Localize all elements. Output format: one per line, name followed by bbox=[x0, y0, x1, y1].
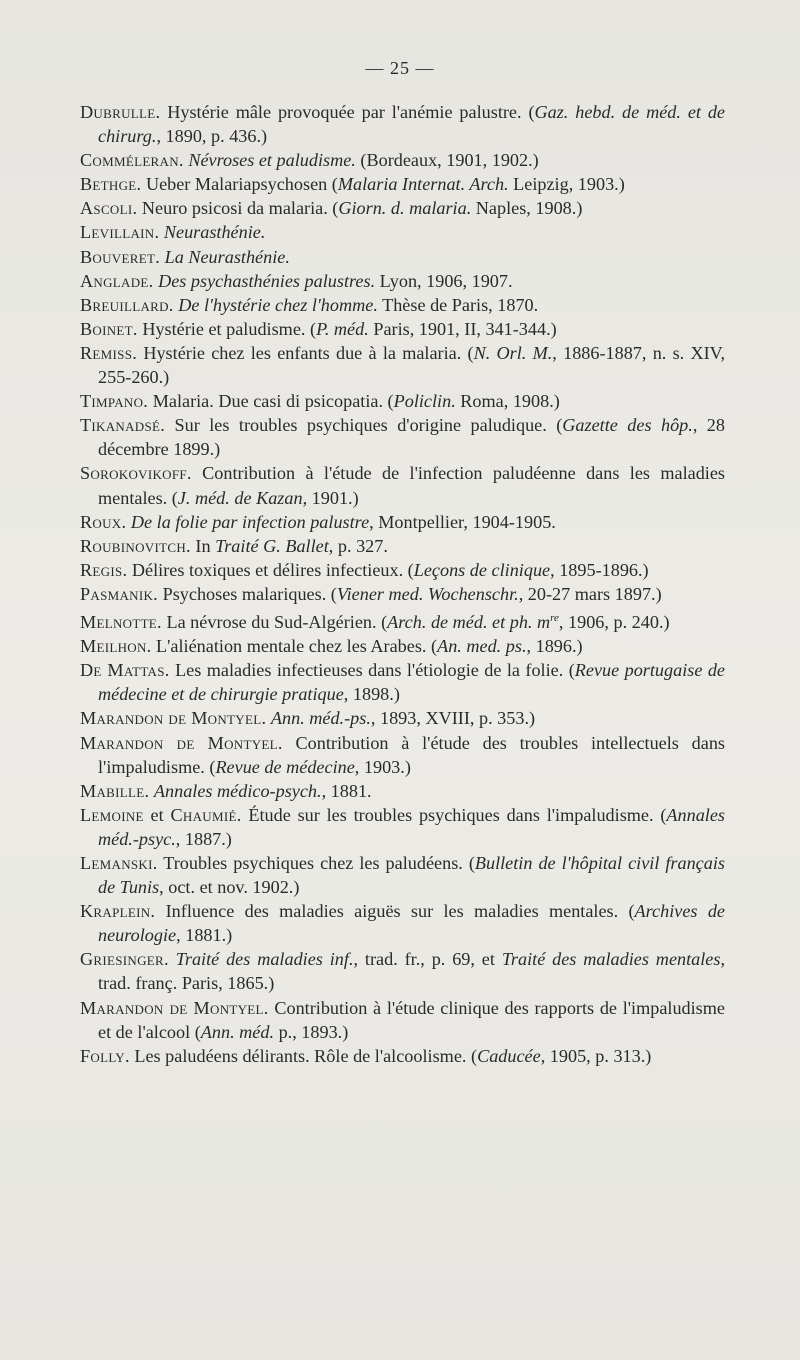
reference-title: Névroses et paludisme. bbox=[188, 150, 356, 171]
reference-title: Giorn. d. malaria. bbox=[338, 198, 472, 219]
reference-author: Meilhon. bbox=[80, 636, 152, 657]
reference-text: Influence des maladies aiguës sur les maladies mentales. ( bbox=[155, 901, 635, 922]
reference-text: Hystérie et paludisme. ( bbox=[137, 318, 317, 339]
reference-text: , 1906, p. 240.) bbox=[558, 612, 670, 633]
reference-title: Annales médico-psych. bbox=[153, 780, 322, 801]
reference-text: , 1905, p. 313.) bbox=[540, 1045, 652, 1066]
reference-text: , p. 327. bbox=[328, 535, 388, 556]
reference-title: La Neurasthénie. bbox=[164, 246, 290, 267]
reference-author: Anglade. bbox=[80, 270, 154, 291]
reference-title: Arch. de méd. et ph. m bbox=[387, 612, 551, 633]
reference-author: Melnotte. bbox=[80, 612, 162, 633]
reference-text: , 1895-1896.) bbox=[550, 559, 649, 580]
reference-author: Roubinovitch. bbox=[80, 535, 191, 556]
reference-author: Lemanski. bbox=[80, 852, 158, 873]
reference-text: , 20-27 mars 1897.) bbox=[518, 583, 662, 604]
reference-title: Gaz. hebd. de méd. et de chirurg. bbox=[98, 102, 725, 147]
reference-author: Levillain. bbox=[80, 222, 160, 243]
reference-text: , 1886-1887, n. s. XIV, 255-260.) bbox=[98, 342, 725, 388]
reference-author: Folly. bbox=[80, 1045, 130, 1066]
reference-author: Comméleran. bbox=[80, 150, 184, 171]
reference-entry bbox=[80, 413, 725, 461]
reference-title: De l'hystérie chez l'homme. bbox=[178, 294, 378, 315]
reference-title: Revue portugaise de médecine et de chirurgie pratique bbox=[98, 660, 726, 705]
reference-title: Archives de neurologie bbox=[98, 901, 725, 946]
reference-author: Dubrulle. bbox=[80, 102, 161, 122]
reference-text: La névrose du Sud-Algérien. ( bbox=[161, 612, 388, 633]
reference-title: Annales méd.-psyc. bbox=[98, 804, 725, 849]
reference-entry bbox=[80, 389, 725, 413]
reference-title: Traité des maladies inf. bbox=[175, 949, 354, 970]
reference-entry bbox=[80, 317, 725, 341]
reference-title: Leçons de clinique bbox=[413, 559, 551, 580]
reference-text: Naples, 1908.) bbox=[471, 198, 583, 219]
reference-entry bbox=[80, 779, 725, 803]
reference-text: Les maladies infectieuses dans l'étiologie de la folie. ( bbox=[169, 660, 575, 681]
reference-text: Contribution à l'étude clinique des rapports de l'impaludisme et de l'alcool ( bbox=[98, 997, 725, 1042]
reference-entry bbox=[80, 269, 725, 293]
reference-text: , 1901.) bbox=[302, 487, 359, 508]
reference-text: , 1881. bbox=[321, 780, 372, 801]
reference-author: Marandon de Montyel. bbox=[80, 708, 267, 729]
reference-list bbox=[80, 100, 725, 1068]
reference-text: , 1887.) bbox=[175, 828, 232, 849]
reference-text: Psychoses malariques. ( bbox=[158, 583, 337, 604]
reference-title: Ann. méd. bbox=[200, 1021, 275, 1042]
reference-text: In bbox=[190, 535, 216, 556]
reference-author: Ascoli. bbox=[80, 198, 138, 219]
reference-text: Contribution à l'étude des troubles intellectuels dans l'impaludisme. ( bbox=[98, 732, 725, 777]
reference-text: , 1898.) bbox=[343, 684, 400, 705]
reference-entry bbox=[80, 658, 725, 706]
reference-entry bbox=[80, 558, 725, 582]
reference-entry bbox=[80, 220, 725, 244]
reference-author: Marandon de Montyel. bbox=[80, 997, 269, 1018]
reference-text: , 1893, XVIII, p. 353.) bbox=[370, 708, 536, 729]
reference-text: , 1903.) bbox=[354, 756, 411, 777]
reference-title: Bulletin de l'hôpital civil français de Tunis bbox=[98, 852, 725, 898]
reference-title: Revue de médecine bbox=[215, 756, 355, 777]
reference-author: Sorokovikoff. bbox=[80, 463, 192, 484]
reference-author: Timpano. bbox=[80, 391, 149, 412]
reference-author: Marandon de Montyel. bbox=[80, 732, 283, 753]
reference-entry bbox=[80, 293, 725, 317]
reference-text: Délires toxiques et délires infectieux. ( bbox=[127, 559, 414, 580]
reference-title: Viener med. Wochenschr. bbox=[336, 583, 519, 604]
reference-text: , Montpellier, 1904-1905. bbox=[369, 511, 556, 532]
reference-text: Leipzig, 1903.) bbox=[508, 174, 625, 195]
reference-entry bbox=[80, 534, 725, 558]
reference-author: Regis. bbox=[80, 559, 128, 580]
reference-entry bbox=[80, 582, 725, 606]
reference-author: Chaumié. bbox=[170, 804, 242, 825]
reference-entry bbox=[80, 731, 725, 779]
reference-author: Pasmanik. bbox=[80, 583, 159, 604]
reference-entry bbox=[80, 148, 725, 172]
reference-entry bbox=[80, 245, 725, 269]
reference-entry bbox=[80, 606, 725, 634]
reference-title: Neurasthénie. bbox=[163, 222, 266, 243]
reference-text: , 1896.) bbox=[526, 636, 583, 657]
reference-entry bbox=[80, 341, 725, 389]
reference-text: Roma, 1908.) bbox=[455, 391, 560, 412]
reference-text: , trad. fr., p. 69, et bbox=[353, 949, 502, 970]
reference-title: An. med. ps. bbox=[437, 636, 527, 657]
reference-text: , 1881.) bbox=[176, 925, 233, 946]
reference-entry bbox=[80, 100, 725, 148]
reference-entry bbox=[80, 851, 725, 899]
reference-title: Gazette des hôp. bbox=[562, 415, 693, 436]
reference-text: (Bordeaux, 1901, 1902.) bbox=[355, 150, 539, 171]
reference-author: Remiss. bbox=[80, 342, 138, 363]
reference-title: Policlin. bbox=[393, 391, 456, 412]
reference-author: Boinet. bbox=[80, 318, 138, 339]
reference-text: , 1890, p. 436.) bbox=[156, 126, 268, 147]
page-number: — 25 — bbox=[365, 58, 435, 78]
reference-title: Malaria Internat. Arch. bbox=[337, 174, 509, 195]
reference-entry bbox=[80, 1044, 725, 1068]
reference-title: P. méd. bbox=[316, 318, 369, 339]
reference-author: Mabille. bbox=[80, 780, 150, 801]
reference-entry bbox=[80, 634, 725, 658]
reference-entry bbox=[80, 899, 725, 947]
reference-entry bbox=[80, 803, 725, 851]
reference-author: Lemoine bbox=[80, 804, 144, 825]
reference-title: Traité des maladies mentales bbox=[501, 949, 721, 970]
reference-entry bbox=[80, 172, 725, 196]
reference-title: Traité G. Ballet bbox=[215, 535, 329, 556]
reference-title: De la folie par infection palustre bbox=[130, 511, 370, 532]
reference-text: p., 1893.) bbox=[274, 1021, 349, 1042]
reference-text bbox=[169, 949, 176, 969]
reference-title: Caducée bbox=[477, 1045, 541, 1066]
reference-author: Breuillard. bbox=[80, 294, 174, 315]
reference-entry bbox=[80, 996, 725, 1044]
reference-author: Griesinger. bbox=[80, 949, 169, 970]
reference-text: Sur les troubles psychiques d'origine paludique. ( bbox=[165, 415, 563, 436]
reference-author: Bethge. bbox=[80, 174, 142, 195]
reference-text: Neuro psicosi da malaria. ( bbox=[137, 198, 339, 219]
reference-text: Troubles psychiques chez les paludéens. ( bbox=[157, 852, 475, 873]
reference-text: Étude sur les troubles psychiques dans l'impaludisme. ( bbox=[241, 804, 667, 825]
reference-text: , oct. et nov. 1902.) bbox=[159, 877, 300, 898]
reference-entry bbox=[80, 706, 725, 730]
reference-title: Ann. méd.-ps. bbox=[270, 708, 371, 729]
reference-author: Tikanadsé. bbox=[80, 415, 166, 436]
reference-text: Ueber Malariapsychosen ( bbox=[141, 174, 338, 195]
reference-title: N. Orl. M. bbox=[473, 342, 553, 363]
reference-entry bbox=[80, 461, 725, 509]
reference-text: Malaria. Due casi di psicopatia. ( bbox=[148, 391, 394, 412]
reference-title: Des psychasthénies palustres. bbox=[158, 270, 376, 291]
reference-text: Contribution à l'étude de l'infection paludéenne dans les maladies mentales. ( bbox=[98, 463, 725, 508]
reference-text: L'aliénation mentale chez les Arabes. ( bbox=[151, 636, 438, 657]
reference-text: , 28 décembre 1899.) bbox=[98, 415, 725, 460]
reference-text: re bbox=[550, 611, 559, 624]
reference-text: Les paludéens délirants. Rôle de l'alcoolisme. ( bbox=[129, 1045, 478, 1066]
reference-author: De Mattas. bbox=[80, 660, 170, 681]
reference-text: Thèse de Paris, 1870. bbox=[377, 294, 539, 315]
reference-entry bbox=[80, 510, 725, 534]
reference-text: et bbox=[143, 804, 171, 825]
reference-text: Lyon, 1906, 1907. bbox=[375, 270, 513, 291]
reference-author: Roux. bbox=[80, 511, 127, 532]
reference-text: , trad. franç. Paris, 1865.) bbox=[98, 949, 726, 994]
reference-text: Hystérie chez les enfants due à la malaria. ( bbox=[137, 342, 474, 363]
reference-entry bbox=[80, 947, 725, 995]
reference-text: Hystérie mâle provoquée par l'anémie palustre. ( bbox=[160, 102, 535, 122]
reference-text: Paris, 1901, II, 341-344.) bbox=[368, 318, 557, 339]
reference-author: Bouveret. bbox=[80, 246, 161, 267]
reference-entry bbox=[80, 196, 725, 220]
reference-title: J. méd. de Kazan bbox=[177, 487, 303, 508]
reference-author: Kraplein. bbox=[80, 901, 156, 922]
